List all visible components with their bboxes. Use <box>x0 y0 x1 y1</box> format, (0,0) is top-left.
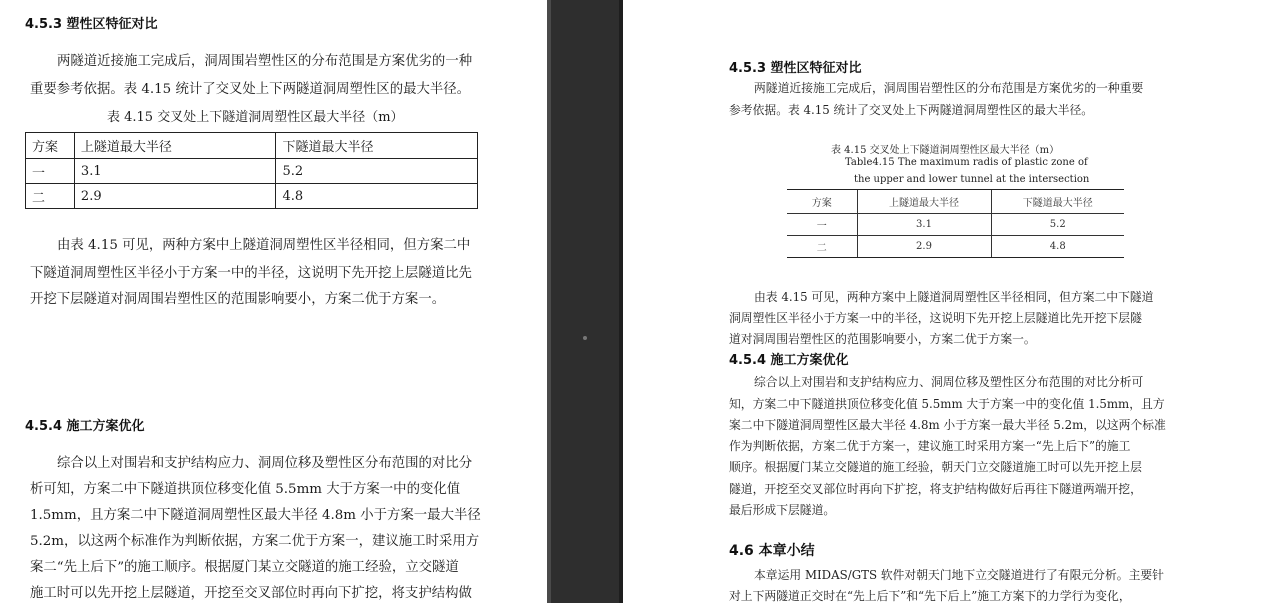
paragraph-line: 施工时可以先开挖上层隧道，开挖至交叉部位时再向下扩挖，将支护结构做 <box>30 586 472 601</box>
table-caption-en: the upper and lower tunnel at the intersection <box>854 174 1090 185</box>
paragraph-line: 洞周塑性区半径小于方案一中的半径，这说明下先开挖上层隧道比先开挖下层隧 <box>729 311 1142 325</box>
table-cell: 5.2 <box>991 214 1124 236</box>
section-heading-4-5-4: 4.5.4 施工方案优化 <box>25 419 145 434</box>
table-header-cell: 下隧道最大半径 <box>276 133 478 159</box>
table-header-cell: 方案 <box>787 190 857 214</box>
paragraph-line: 两隧道近接施工完成后，洞周围岩塑性区的分布范围是方案优劣的一种 <box>57 54 473 69</box>
paragraph-line: 由表 4.15 可见，两种方案中上隧道洞周塑性区半径相同，但方案二中下隧道 <box>754 290 1154 304</box>
paragraph-line: 知，方案二中下隧道拱顶位移变化值 5.5mm 大于方案一中的变化值 1.5mm，且方 <box>729 397 1165 411</box>
table-caption-cn: 表 4.15 交叉处上下隧道洞周塑性区最大半径（m） <box>831 145 1060 156</box>
table-row <box>787 214 1124 236</box>
paragraph-line: 综合以上对围岩和支护结构应力、洞周位移及塑性区分布范围的对比分 <box>57 456 473 471</box>
paragraph-line: 开挖下层隧道对洞周围岩塑性区的范围影响要小，方案二优于方案一。 <box>30 292 446 307</box>
section-heading-4-5-4: 4.5.4 施工方案优化 <box>729 353 849 368</box>
table-cell: 5.2 <box>276 159 478 184</box>
paragraph-line: 由表 4.15 可见，两种方案中上隧道洞周塑性区半径相同，但方案二中 <box>57 238 471 253</box>
paragraph-line: 最后形成下层隧道。 <box>729 503 836 517</box>
paragraph-line: 1.5mm，且方案二中下隧道洞周塑性区最大半径 4.8m 小于方案一最大半径 <box>30 508 481 523</box>
table-caption-en: Table4.15 The maximum radis of plastic zone of <box>845 157 1088 168</box>
right-document-pane[interactable] <box>623 0 1269 603</box>
table-cell: 一 <box>787 214 857 236</box>
splitter-edge <box>547 0 551 603</box>
plastic-zone-table <box>787 189 1124 258</box>
table-cell: 4.8 <box>991 236 1124 258</box>
table-cell: 2.9 <box>74 184 276 209</box>
paragraph-line: 案二中下隧道洞周塑性区最大半径 4.8m 小于方案一最大半径 5.2m，以这两个标准 <box>729 418 1166 432</box>
table-cell: 4.8 <box>276 184 478 209</box>
section-heading-4-5-3: 4.5.3 塑性区特征对比 <box>729 61 862 76</box>
paragraph-line: 综合以上对围岩和支护结构应力、洞周位移及塑性区分布范围的对比分析可 <box>754 375 1144 389</box>
table-cell: 二 <box>26 184 75 209</box>
table-cell: 3.1 <box>74 159 276 184</box>
table-cell: 2.9 <box>857 236 991 258</box>
paragraph-line: 道对洞周围岩塑性区的范围影响要小，方案二优于方案一。 <box>729 332 1036 346</box>
table-row <box>26 184 478 209</box>
pane-splitter[interactable] <box>547 0 623 603</box>
table-row <box>787 236 1124 258</box>
section-heading-4-6: 4.6 本章小结 <box>729 543 815 559</box>
table-caption: 表 4.15 交叉处上下隧道洞周塑性区最大半径（m） <box>107 110 404 125</box>
paragraph-line: 对上下两隧道正交时在“先上后下”和“先下后上”施工方案下的力学行为变化， <box>729 589 1131 603</box>
paragraph-line: 5.2m，以这两个标准作为判断依据，方案二优于方案一，建议施工时采用方 <box>30 534 480 549</box>
paragraph-line: 隧道，开挖至交叉部位时再向下扩挖，将支护结构做好后再往下隧道两端开挖， <box>729 482 1142 496</box>
paragraph-line: 作为判断依据，方案二优于方案一，建议施工时采用方案一“先上后下”的施工 <box>729 439 1131 453</box>
paragraph-line: 案二“先上后下”的施工顺序。根据厦门某立交隧道的施工经验，立交隧道 <box>30 560 459 575</box>
table-header-cell: 下隧道最大半径 <box>991 190 1124 214</box>
paragraph-line: 析可知，方案二中下隧道拱顶位移变化值 5.5mm 大于方案一中的变化值 <box>30 482 461 497</box>
paragraph-line: 下隧道洞周塑性区半径小于方案一中的半径，这说明下先开挖上层隧道比先 <box>30 266 472 281</box>
table-header-cell: 上隧道最大半径 <box>74 133 276 159</box>
paragraph-line: 两隧道近接施工完成后，洞周围岩塑性区的分布范围是方案优劣的一种重要 <box>754 81 1144 95</box>
table-row <box>26 159 478 184</box>
table-cell: 一 <box>26 159 75 184</box>
splitter-grip-icon[interactable] <box>583 336 587 340</box>
left-document-pane[interactable] <box>0 0 547 603</box>
paragraph-line: 参考依据。表 4.15 统计了交叉处上下两隧道洞周塑性区的最大半径。 <box>729 103 1094 117</box>
table-header-cell: 方案 <box>26 133 75 159</box>
table-cell: 3.1 <box>857 214 991 236</box>
table-header-row <box>26 133 478 159</box>
section-heading-4-5-3: 4.5.3 塑性区特征对比 <box>25 17 158 32</box>
table-header-cell: 上隧道最大半径 <box>857 190 991 214</box>
plastic-zone-table <box>25 132 478 209</box>
paragraph-line: 本章运用 MIDAS/GTS 软件对朝天门地下立交隧道进行了有限元分析。主要针 <box>754 568 1164 582</box>
paragraph-line: 顺序。根据厦门某立交隧道的施工经验，朝天门立交隧道施工时可以先开挖上层 <box>729 460 1142 474</box>
table-cell: 二 <box>787 236 857 258</box>
table-header-row <box>787 190 1124 214</box>
paragraph-line: 重要参考依据。表 4.15 统计了交叉处上下两隧道洞周塑性区的最大半径。 <box>30 82 471 97</box>
